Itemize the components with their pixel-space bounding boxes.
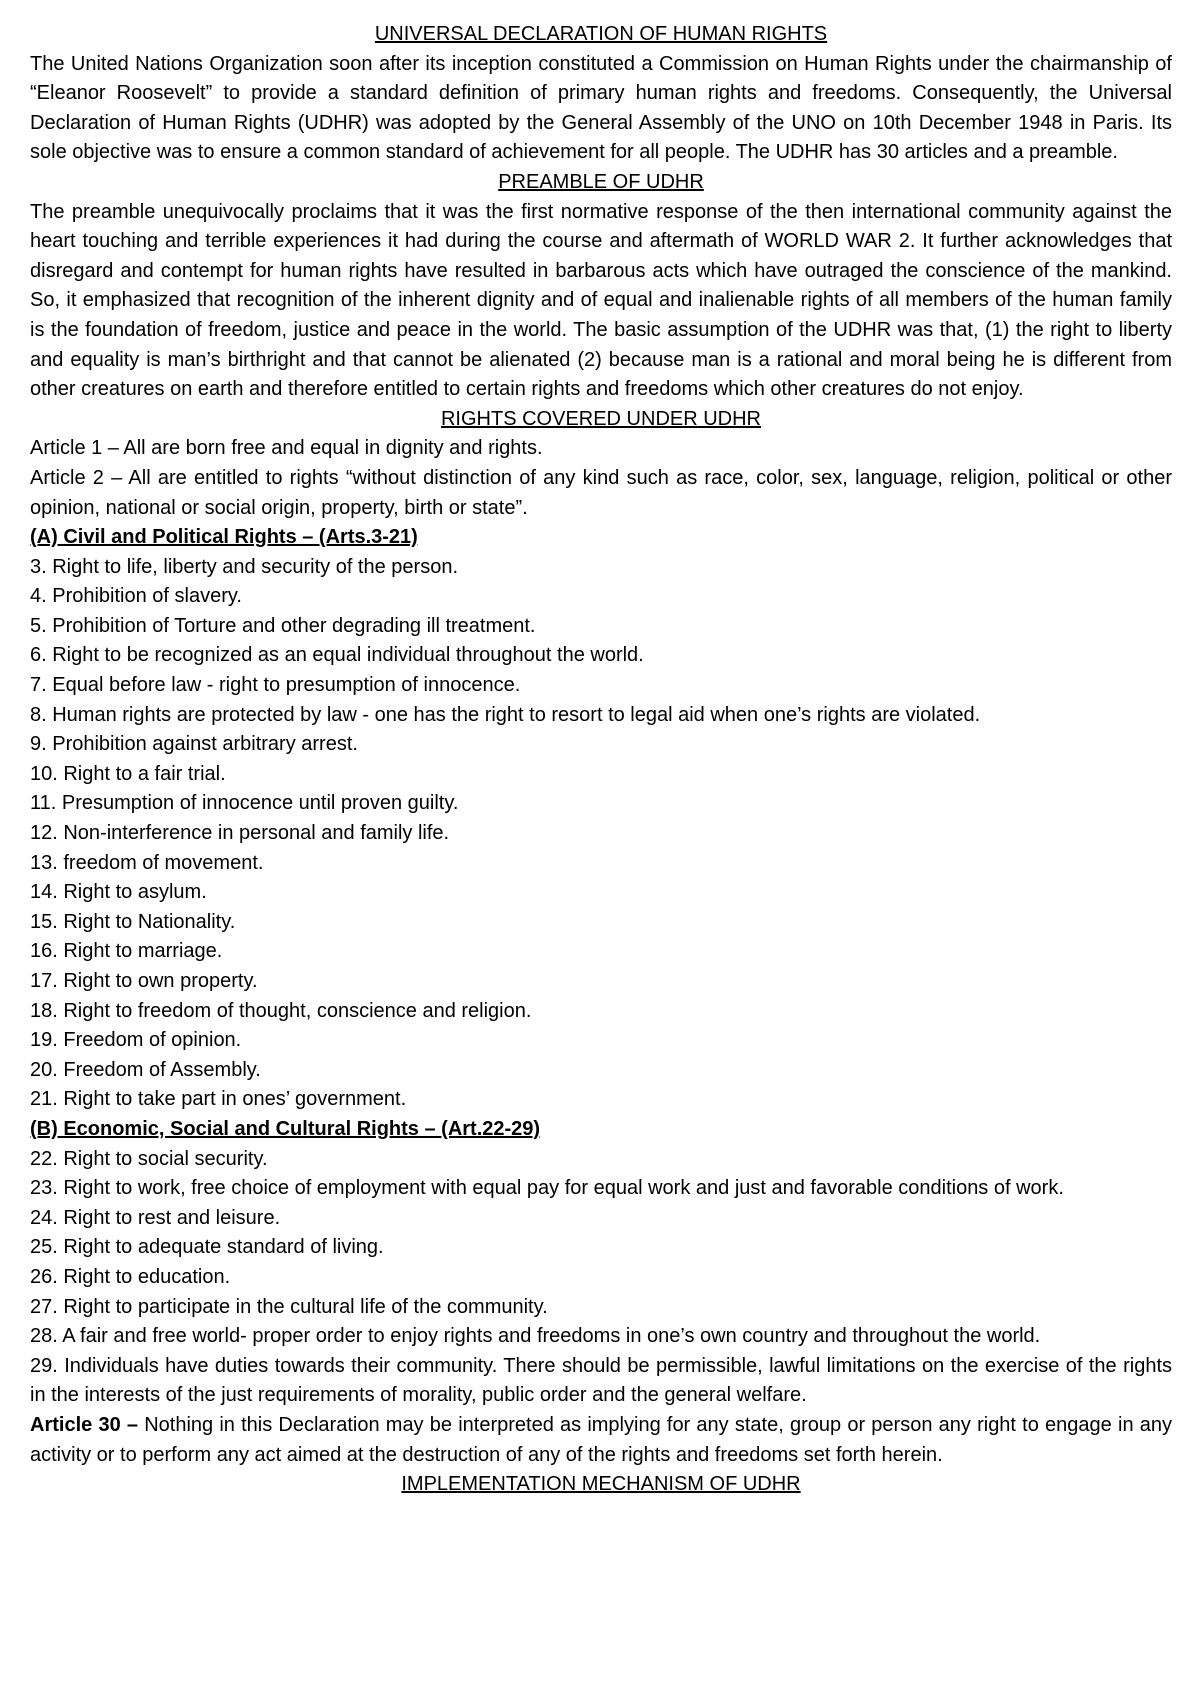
list-item: 8. Human rights are protected by law - one has the right to resort to legal aid when one’s rights are violated. [30, 703, 981, 726]
list-item: 22. Right to social security. [30, 1147, 268, 1170]
list-item: 28. A fair and free world- proper order to enjoy rights and freedoms in one’s own country and throughout the world. [30, 1325, 1041, 1348]
list-item: 12. Non-interference in personal and family life. [30, 822, 450, 845]
list-item: 6. Right to be recognized as an equal individual throughout the world. [30, 644, 644, 667]
list-item: 25. Right to adequate standard of living. [30, 1236, 384, 1259]
list-item: 9. Prohibition against arbitrary arrest. [30, 733, 358, 756]
article-2: Article 2 – All are entitled to rights “without distinction of any kind such as race, color, sex, language, religion, political or other opinion, national or social origin, property, birth or state”. [30, 466, 1172, 519]
list-item: 24. Right to rest and leisure. [30, 1206, 281, 1229]
implementation-heading: IMPLEMENTATION MECHANISM OF UDHR [401, 1473, 801, 1496]
intro-paragraph: The United Nations Organization soon after its inception constituted a Commission on Human Rights under the chairmanship of “Eleanor Roosevelt” to provide a standard definition of primary human rights and freedoms. Consequently, the Universal Declaration of Human Rights (UDHR) was adopted by the General Assembly of the UNO on 10th December 1948 in Paris. Its sole objective was to ensure a common standard of achievement for all people. The UDHR has 30 articles and a preamble. [30, 52, 1172, 164]
list-item: 16. Right to marriage. [30, 940, 223, 963]
list-item: 17. Right to own property. [30, 970, 258, 992]
list-item: 10. Right to a fair trial. [30, 762, 226, 785]
preamble-heading: PREAMBLE OF UDHR [498, 170, 704, 193]
economic-social-cultural-rights-heading: (B) Economic, Social and Cultural Rights – (Art.22-29) [30, 1117, 541, 1140]
list-item: 5. Prohibition of Torture and other degrading ill treatment. [30, 614, 536, 637]
list-item: 27. Right to participate in the cultural life of the community. [30, 1295, 548, 1318]
list-item: 18. Right to freedom of thought, conscience and religion. [30, 999, 532, 1022]
list-item: 19. Freedom of opinion. [30, 1029, 242, 1052]
rights-heading: RIGHTS COVERED UNDER UDHR [440, 407, 762, 430]
preamble-paragraph: The preamble unequivocally proclaims that it was the first normative response of the then international community against the heart touching and terrible experiences it had during the course and aftermath of WORLD WAR 2. It further acknowledges that disregard and contempt for human rights have resulted in barbarous acts which have outraged the conscience of the mankind. So, it emphasized that recognition of the inherent dignity and of equal and inalienable rights of all members of the human family is the foundation of freedom, justice and peace in the world. The basic assumption of the UDHR was that, (1) the right to liberty and equality is man’s birthright and that cannot be alienated (2) because man is a rational and moral being he is different from other creatures on earth and therefore entitled to certain rights and freedoms which other creatures do not enjoy. [30, 200, 1172, 401]
list-item: 13. freedom of movement. [30, 851, 264, 874]
article-1: Article 1 – All are born free and equal in dignity and rights. [30, 437, 543, 460]
civil-political-rights-heading: (A) Civil and Political Rights – (Arts.3-21) [30, 526, 418, 549]
list-item: 26. Right to education. [30, 1265, 231, 1288]
list-item: 14. Right to asylum. [30, 881, 207, 904]
list-item: 21. Right to take part in ones’ government. [30, 1088, 407, 1111]
list-item: 4. Prohibition of slavery. [30, 585, 242, 608]
list-item: 7. Equal before law - right to presumption of innocence. [30, 674, 521, 697]
article-30-lead: Article 30 – [30, 1413, 139, 1436]
list-item: 29. Individuals have duties towards their community. There should be permissible, lawful limitations on the exercise of the rights in the interests of the just requirements of morality, public order and the general welfare. [30, 1354, 1172, 1407]
article-30 [30, 1411, 1172, 1470]
list-item: 23. Right to work, free choice of employment with equal pay for equal work and just and favorable conditions of work. [30, 1177, 1064, 1200]
list-item: 20. Freedom of Assembly. [30, 1058, 261, 1081]
article-30-text: Nothing in this Declaration may be interpreted as implying for any state, group or person any right to engage in any activity or to perform any act aimed at the destruction of any of the rights and freedoms set forth herein. [30, 1413, 1173, 1466]
document-title: UNIVERSAL DECLARATION OF HUMAN RIGHTS [374, 23, 828, 45]
list-item: 15. Right to Nationality. [30, 910, 236, 933]
list-item: 11. Presumption of innocence until proven guilty. [30, 792, 459, 815]
document-page [30, 20, 1172, 1500]
list-item: 3. Right to life, liberty and security of the person. [30, 555, 458, 578]
